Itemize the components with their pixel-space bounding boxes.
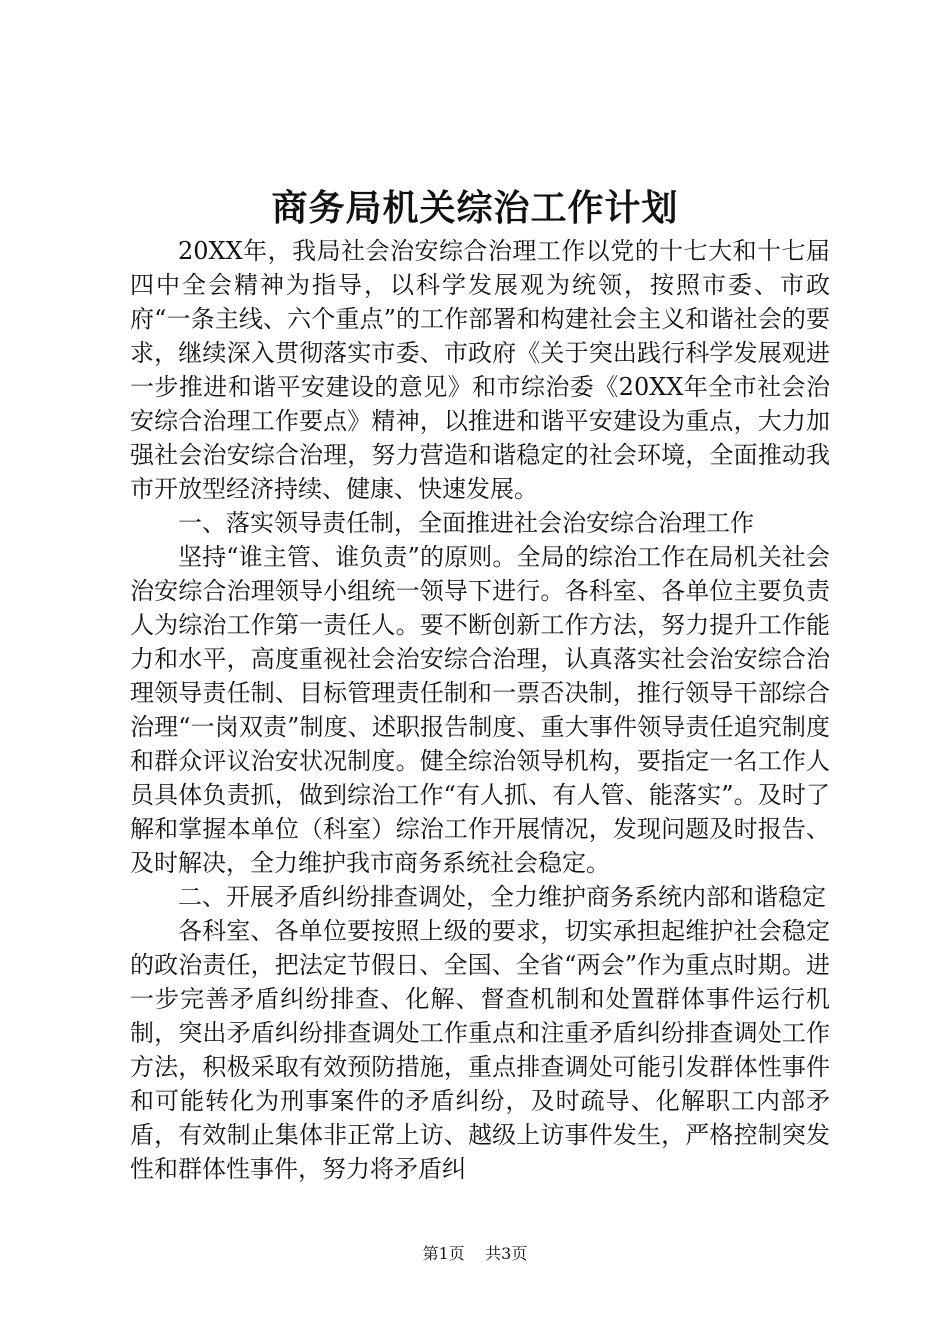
paragraph-intro: 20XX年，我局社会治安综合治理工作以党的十七大和十七届四中全会精神为指导，以科学发展观为统领，按照市委、市政府“一条主线、六个重点”的工作部署和构建社会主义和谐社会的要求，继续深入贯彻落实市委、市政府《关于突出践行科学发展观进一步推进和谐平安建设的意见》和市综治委《20XX年全市社会治安综合治理工作要点》精神，以推进和谐平安建设为重点，大力加强社会治安综合治理，努力营造和谐稳定的社会环境，全面推动我市开放型经济持续、健康、快速发展。 (130, 237, 830, 503)
page-footer (0, 1242, 950, 1266)
page-number: 第1页 (422, 1244, 465, 1263)
page-total: 共3页 (485, 1244, 528, 1263)
document-body (130, 234, 830, 1186)
footer-spacer (470, 1244, 480, 1263)
document-title: 商务局机关综治工作计划 (271, 187, 679, 229)
section-heading-1: 一、落实领导责任制，全面推进社会治安综合治理工作 (178, 509, 754, 537)
paragraph-section-1: 坚持“谁主管、谁负责”的原则。全局的综治工作在局机关社会治安综合治理领导小组统一领导下进行。各科室、各单位主要负责人为综治工作第一责任人。要不断创新工作方法，努力提升工作能力和水平，高度重视社会治安综合治理，认真落实社会治安综合治理领导责任制、目标管理责任制和一票否决制，推行领导干部综合治理“一岗双责”制度、述职报告制度、重大事件领导责任追究制度和群众评议治安状况制度。健全综治领导机构，要指定一名工作人员具体负责抓，做到综治工作“有人抓、有人管、能落实”。及时了解和掌握本单位（科室）综治工作开展情况，发现问题及时报告、及时解决，全力维护我市商务系统社会稳定。 (130, 543, 830, 877)
section-heading-2: 二、开展矛盾纠纷排查调处，全力维护商务系统内部和谐稳定 (178, 883, 826, 911)
paragraph-section-2: 各科室、各单位要按照上级的要求，切实承担起维护社会稳定的政治责任，把法定节假日、全国、全省“两会”作为重点时期。进一步完善矛盾纠纷排查、化解、督查机制和处置群体事件运行机制，突出矛盾纠纷排查调处工作重点和注重矛盾纠纷排查调处工作方法，积极采取有效预防措施，重点排查调处可能引发群体性事件和可能转化为刑事案件的矛盾纠纷，及时疏导、化解职工内部矛盾，有效制止集体非正常上访、越级上访事件发生，严格控制突发性和群体性事件，努力将矛盾纠 (130, 917, 830, 1183)
